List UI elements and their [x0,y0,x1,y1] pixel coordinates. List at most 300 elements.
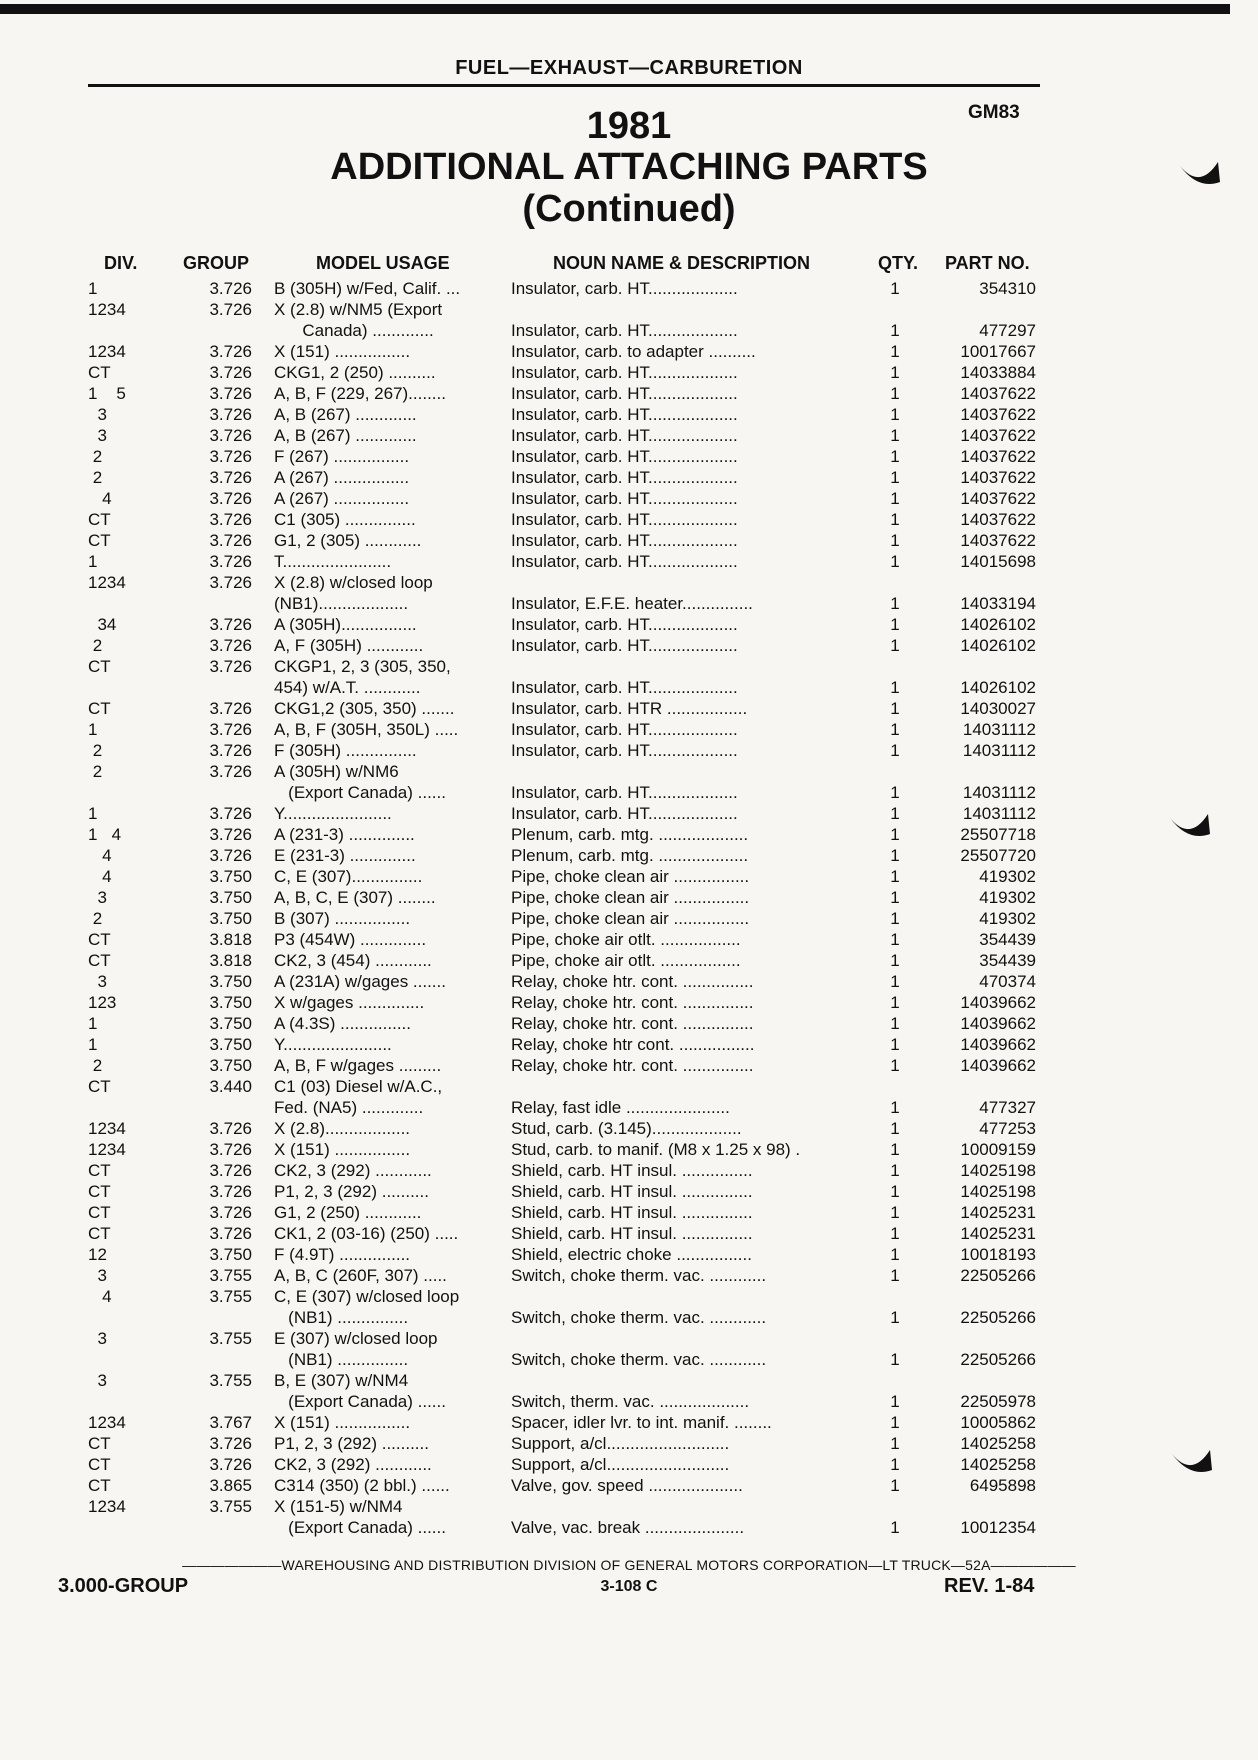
cell-div: CT [88,951,111,970]
cell-part-no: 6495898 [969,1476,1036,1495]
cell-qty: 1 [890,531,900,550]
cell-model-usage: (NB1)................... [274,594,409,613]
cell-group: 3.755 [209,1266,252,1285]
cell-model-usage: A (231A) w/gages ....... [274,972,446,991]
cell-model-usage: A (4.3S) ............... [274,1014,411,1033]
cell-model-usage: C, E (307) w/closed loop [274,1287,460,1306]
cell-part-no: 10005862 [960,1413,1036,1432]
cell-part-no: 10017667 [960,342,1036,361]
cell-noun-name: Insulator, carb. HT................... [511,405,738,424]
cell-noun-name: Pipe, choke air otlt. ................. [511,930,741,949]
cell-qty: 1 [890,1518,900,1537]
cell-qty: 1 [890,426,900,445]
cell-div: CT [88,1476,111,1495]
cell-noun-name: Switch, choke therm. vac. ............ [511,1350,767,1369]
table-row [0,1265,1258,1286]
cell-qty: 1 [890,993,900,1012]
footer-page-number: 3-108 C [600,1578,658,1595]
cell-group: 3.726 [209,279,252,298]
table-row [0,551,1258,572]
catalog-code: GM83 [968,102,1020,123]
cell-model-usage: A (267) ................ [274,468,410,487]
cell-model-usage: C, E (307)............... [274,867,423,886]
cell-noun-name: Pipe, choke clean air ................ [511,888,750,907]
cell-model-usage: C1 (03) Diesel w/A.C., [274,1077,443,1096]
table-row [0,1328,1258,1349]
cell-model-usage: X (2.8) w/NM5 (Export [274,300,443,319]
table-row [0,1139,1258,1160]
parts-table [0,278,1258,1538]
cell-noun-name: Relay, choke htr. cont. ............... [511,1056,754,1075]
table-row [0,362,1258,383]
binder-hole-mark [1168,812,1212,838]
cell-part-no: 14030027 [960,699,1036,718]
cell-noun-name: Plenum, carb. mtg. ................... [511,825,749,844]
cell-noun-name: Spacer, idler lvr. to int. manif. ........ [511,1413,772,1432]
cell-group: 3.726 [209,489,252,508]
cell-part-no: 419302 [979,909,1036,928]
cell-model-usage: G1, 2 (305) ............ [274,531,422,550]
footer-group: 3.000-GROUP [58,1575,189,1597]
table-row [0,740,1258,761]
cell-noun-name: Insulator, carb. HT................... [511,447,738,466]
table-row [0,845,1258,866]
cell-group: 3.750 [209,1056,252,1075]
cell-qty: 1 [890,1476,900,1495]
cell-part-no: 14025258 [960,1455,1036,1474]
cell-part-no: 14025231 [960,1224,1036,1243]
cell-group: 3.755 [209,1371,252,1390]
cell-part-no: 14025231 [960,1203,1036,1222]
cell-div: 2 [88,468,103,487]
cell-noun-name: Insulator, carb. HT................... [511,321,738,340]
cell-div: 2 [88,1056,103,1075]
cell-model-usage: CKG1, 2 (250) .......... [274,363,436,382]
table-row [0,1307,1258,1328]
cell-qty: 1 [890,1434,900,1453]
cell-div: CT [88,1182,111,1201]
cell-qty: 1 [890,1203,900,1222]
cell-qty: 1 [890,1056,900,1075]
cell-model-usage: P3 (454W) .............. [274,930,427,949]
cell-group: 3.750 [209,909,252,928]
cell-noun-name: Insulator, carb. HT................... [511,741,738,760]
table-row [0,1370,1258,1391]
table-row [0,278,1258,299]
cell-model-usage: A, B, C, E (307) ........ [274,888,436,907]
cell-model-usage: C314 (350) (2 bbl.) ...... [274,1476,450,1495]
cell-group: 3.726 [209,531,252,550]
table-row [0,614,1258,635]
cell-part-no: 14025198 [960,1182,1036,1201]
page-title: ADDITIONAL ATTACHING PARTS [330,146,928,188]
cell-noun-name: Insulator, carb. HTR ................. [511,699,748,718]
cell-div: 3 [88,405,107,424]
table-row [0,1475,1258,1496]
table-row [0,866,1258,887]
table-row [0,404,1258,425]
table-row [0,929,1258,950]
cell-qty: 1 [890,489,900,508]
header-noun-name: NOUN NAME & DESCRIPTION [553,253,811,273]
cell-part-no: 22505266 [960,1266,1036,1285]
cell-model-usage: (Export Canada) ...... [274,1392,446,1411]
table-row [0,782,1258,803]
cell-group: 3.755 [209,1287,252,1306]
cell-model-usage: X (2.8) w/closed loop [274,573,433,592]
cell-qty: 1 [890,510,900,529]
cell-group: 3.726 [209,342,252,361]
cell-qty: 1 [890,468,900,487]
cell-part-no: 22505266 [960,1308,1036,1327]
cell-model-usage: (NB1) ............... [274,1350,409,1369]
cell-part-no: 22505266 [960,1350,1036,1369]
cell-part-no: 419302 [979,867,1036,886]
cell-div: 2 [88,636,103,655]
cell-part-no: 14037622 [960,489,1036,508]
cell-noun-name: Shield, carb. HT insul. ............... [511,1182,753,1201]
cell-noun-name: Insulator, carb. HT................... [511,510,738,529]
cell-qty: 1 [890,951,900,970]
cell-part-no: 354310 [979,279,1036,298]
cell-model-usage: Y....................... [274,804,392,823]
cell-noun-name: Insulator, carb. HT................... [511,678,738,697]
cell-qty: 1 [890,1182,900,1201]
table-row [0,635,1258,656]
cell-group: 3.726 [209,615,252,634]
cell-group: 3.726 [209,363,252,382]
cell-group: 3.726 [209,657,252,676]
cell-model-usage: A (305H)................ [274,615,417,634]
cell-group: 3.726 [209,720,252,739]
cell-group: 3.726 [209,741,252,760]
cell-qty: 1 [890,1455,900,1474]
cell-model-usage: CK2, 3 (292) ............ [274,1161,432,1180]
table-row [0,383,1258,404]
cell-part-no: 14025198 [960,1161,1036,1180]
cell-div: 3 [88,1329,107,1348]
cell-div: CT [88,1077,111,1096]
cell-group: 3.750 [209,993,252,1012]
table-row [0,572,1258,593]
header-group: GROUP [183,253,250,273]
cell-div: 1 [88,804,98,823]
cell-group: 3.755 [209,1497,252,1516]
section-title: FUEL—EXHAUST—CARBURETION [455,57,803,79]
cell-group: 3.767 [209,1413,252,1432]
top-rule [0,4,1230,14]
cell-div: 2 [88,762,103,781]
cell-group: 3.726 [209,762,252,781]
cell-noun-name: Support, a/cl.......................... [511,1434,730,1453]
cell-qty: 1 [890,972,900,991]
table-row [0,1454,1258,1475]
cell-part-no: 14037622 [960,531,1036,550]
cell-noun-name: Pipe, choke clean air ................ [511,909,750,928]
cell-noun-name: Insulator, carb. HT................... [511,384,738,403]
cell-div: 1 [88,1035,98,1054]
cell-div: 1234 [88,1497,126,1516]
cell-part-no: 14037622 [960,384,1036,403]
cell-div: 34 [88,615,117,634]
cell-noun-name: Relay, choke htr. cont. ............... [511,993,754,1012]
cell-part-no: 354439 [979,951,1036,970]
cell-noun-name: Relay, choke htr cont. ................ [511,1035,755,1054]
cell-part-no: 14033194 [960,594,1036,613]
cell-group: 3.726 [209,384,252,403]
cell-part-no: 470374 [979,972,1036,991]
cell-qty: 1 [890,678,900,697]
cell-div: CT [88,930,111,949]
cell-part-no: 14026102 [960,615,1036,634]
cell-part-no: 14015698 [960,552,1036,571]
cell-noun-name: Insulator, carb. HT................... [511,279,738,298]
cell-qty: 1 [890,909,900,928]
cell-div: 123 [88,993,117,1012]
cell-group: 3.818 [209,951,252,970]
cell-qty: 1 [890,342,900,361]
table-row [0,341,1258,362]
cell-qty: 1 [890,888,900,907]
table-row [0,1181,1258,1202]
cell-group: 3.726 [209,1224,252,1243]
table-row [0,1118,1258,1139]
cell-noun-name: Shield, electric choke ................ [511,1245,752,1264]
cell-qty: 1 [890,930,900,949]
cell-model-usage: A, B, F (305H, 350L) ..... [274,720,459,739]
cell-noun-name: Stud, carb. to manif. (M8 x 1.25 x 98) . [511,1140,801,1159]
cell-qty: 1 [890,699,900,718]
cell-part-no: 25507720 [960,846,1036,865]
cell-div: CT [88,1224,111,1243]
cell-div: CT [88,510,111,529]
cell-part-no: 14025258 [960,1434,1036,1453]
cell-model-usage: (Export Canada) ...... [274,783,446,802]
cell-qty: 1 [890,1035,900,1054]
cell-model-usage: A, B (267) ............. [274,405,417,424]
cell-part-no: 14037622 [960,426,1036,445]
cell-group: 3.750 [209,1035,252,1054]
table-row [0,593,1258,614]
cell-model-usage: X (151) ................ [274,1413,411,1432]
cell-noun-name: Support, a/cl.......................... [511,1455,730,1474]
table-row [0,656,1258,677]
cell-div: 1 4 [88,825,122,844]
cell-noun-name: Insulator, carb. HT................... [511,489,738,508]
cell-div: 1234 [88,1413,126,1432]
table-row [0,887,1258,908]
table-row [0,719,1258,740]
cell-qty: 1 [890,867,900,886]
cell-group: 3.726 [209,1434,252,1453]
cell-model-usage: X (151) ................ [274,1140,411,1159]
cell-part-no: 14031112 [962,804,1036,823]
cell-qty: 1 [890,636,900,655]
cell-div: 1234 [88,1119,126,1138]
cell-part-no: 14039662 [960,993,1036,1012]
cell-group: 3.726 [209,804,252,823]
cell-div: 2 [88,447,103,466]
cell-model-usage: F (4.9T) ............... [274,1245,411,1264]
table-row [0,1202,1258,1223]
cell-model-usage: X (151-5) w/NM4 [274,1497,403,1516]
cell-div: 4 [88,489,112,508]
cell-group: 3.865 [209,1476,252,1495]
cell-noun-name: Plenum, carb. mtg. ................... [511,846,749,865]
cell-qty: 1 [890,321,900,340]
cell-group: 3.726 [209,1203,252,1222]
table-row [0,1496,1258,1517]
cell-qty: 1 [890,1224,900,1243]
section-rule [88,84,1040,87]
cell-div: 3 [88,972,107,991]
table-row [0,971,1258,992]
cell-model-usage: CKG1,2 (305, 350) ....... [274,699,455,718]
footer-publisher-text: WAREHOUSING AND DISTRIBUTION DIVISION OF GENERAL MOTORS CORPORATION—LT TRUCK—52A [281,1557,991,1573]
cell-div: 2 [88,741,103,760]
footer-revision: REV. 1-84 [944,1575,1035,1597]
table-row [0,320,1258,341]
cell-div: 3 [88,888,107,907]
cell-part-no: 354439 [979,930,1036,949]
binder-hole-mark [1178,160,1222,186]
cell-div: CT [88,363,111,382]
table-row [0,446,1258,467]
cell-div: 3 [88,426,107,445]
cell-noun-name: Stud, carb. (3.145)................... [511,1119,742,1138]
cell-part-no: 419302 [979,888,1036,907]
cell-part-no: 14039662 [960,1035,1036,1054]
cell-model-usage: X (151) ................ [274,342,411,361]
cell-group: 3.726 [209,1455,252,1474]
table-row [0,467,1258,488]
cell-model-usage: B (305H) w/Fed, Calif. ... [274,279,461,298]
cell-model-usage: CKGP1, 2, 3 (305, 350, [274,657,451,676]
table-row [0,950,1258,971]
cell-model-usage: 454) w/A.T. ............ [274,678,421,697]
cell-div: CT [88,657,111,676]
cell-div: 1234 [88,1140,126,1159]
cell-model-usage: Canada) ............. [274,321,434,340]
cell-noun-name: Insulator, carb. to adapter .......... [511,342,756,361]
cell-qty: 1 [890,804,900,823]
cell-model-usage: (Export Canada) ...... [274,1518,446,1537]
column-headers [0,253,1258,277]
cell-div: 3 [88,1371,107,1390]
cell-group: 3.726 [209,636,252,655]
cell-model-usage: F (267) ................ [274,447,410,466]
cell-qty: 1 [890,1413,900,1432]
cell-noun-name: Insulator, carb. HT................... [511,426,738,445]
cell-qty: 1 [890,1014,900,1033]
table-row [0,1013,1258,1034]
cell-model-usage: A, B (267) ............. [274,426,417,445]
cell-part-no: 10018193 [960,1245,1036,1264]
cell-model-usage: (NB1) ............... [274,1308,409,1327]
cell-group: 3.726 [209,825,252,844]
table-row [0,299,1258,320]
cell-qty: 1 [890,741,900,760]
cell-qty: 1 [890,720,900,739]
cell-model-usage: E (231-3) .............. [274,846,416,865]
cell-model-usage: X (2.8).................. [274,1119,411,1138]
cell-model-usage: A, B, F (229, 267)........ [274,384,446,403]
cell-div: 1234 [88,300,126,319]
table-row [0,1034,1258,1055]
cell-div: 12 [88,1245,107,1264]
cell-group: 3.818 [209,930,252,949]
table-row [0,677,1258,698]
cell-div: 1234 [88,573,126,592]
cell-noun-name: Switch, therm. vac. ................... [511,1392,750,1411]
cell-div: 1 [88,720,98,739]
cell-group: 3.726 [209,510,252,529]
header-part-no: PART NO. [945,253,1030,273]
cell-group: 3.750 [209,888,252,907]
cell-qty: 1 [890,1140,900,1159]
table-row [0,1076,1258,1097]
cell-noun-name: Insulator, carb. HT................... [511,468,738,487]
cell-group: 3.726 [209,1161,252,1180]
cell-noun-name: Shield, carb. HT insul. ............... [511,1224,753,1243]
cell-noun-name: Insulator, carb. HT................... [511,363,738,382]
cell-qty: 1 [890,1266,900,1285]
table-row [0,761,1258,782]
cell-qty: 1 [890,1392,900,1411]
cell-noun-name: Insulator, carb. HT................... [511,783,738,802]
cell-model-usage: P1, 2, 3 (292) .......... [274,1434,429,1453]
cell-part-no: 14039662 [960,1014,1036,1033]
cell-part-no: 477253 [979,1119,1036,1138]
cell-group: 3.750 [209,1245,252,1264]
cell-part-no: 14031112 [962,783,1036,802]
cell-noun-name: Insulator, E.F.E. heater............... [511,594,753,613]
cell-qty: 1 [890,846,900,865]
cell-noun-name: Relay, choke htr. cont. ............... [511,972,754,991]
cell-qty: 1 [890,363,900,382]
cell-model-usage: P1, 2, 3 (292) .......... [274,1182,429,1201]
cell-model-usage: C1 (305) ............... [274,510,416,529]
cell-qty: 1 [890,405,900,424]
cell-group: 3.726 [209,468,252,487]
cell-qty: 1 [890,1245,900,1264]
cell-model-usage: Fed. (NA5) ............. [274,1098,424,1117]
table-row [0,908,1258,929]
cell-group: 3.750 [209,867,252,886]
cell-noun-name: Insulator, carb. HT................... [511,552,738,571]
cell-part-no: 14031112 [962,741,1036,760]
header-model-usage: MODEL USAGE [316,253,450,273]
cell-group: 3.726 [209,426,252,445]
cell-div: 1 [88,552,98,571]
cell-group: 3.726 [209,405,252,424]
cell-group: 3.726 [209,1140,252,1159]
cell-div: 4 [88,846,112,865]
cell-group: 3.750 [209,1014,252,1033]
cell-div: 3 [88,1266,107,1285]
table-row [0,1223,1258,1244]
cell-part-no: 14037622 [960,447,1036,466]
table-row [0,1412,1258,1433]
header-qty: QTY. [878,253,919,273]
cell-qty: 1 [890,552,900,571]
page-subtitle: (Continued) [522,188,736,230]
cell-part-no: 14037622 [960,468,1036,487]
table-row [0,1097,1258,1118]
cell-qty: 1 [890,594,900,613]
cell-model-usage: A (305H) w/NM6 [274,762,399,781]
table-row [0,1517,1258,1538]
